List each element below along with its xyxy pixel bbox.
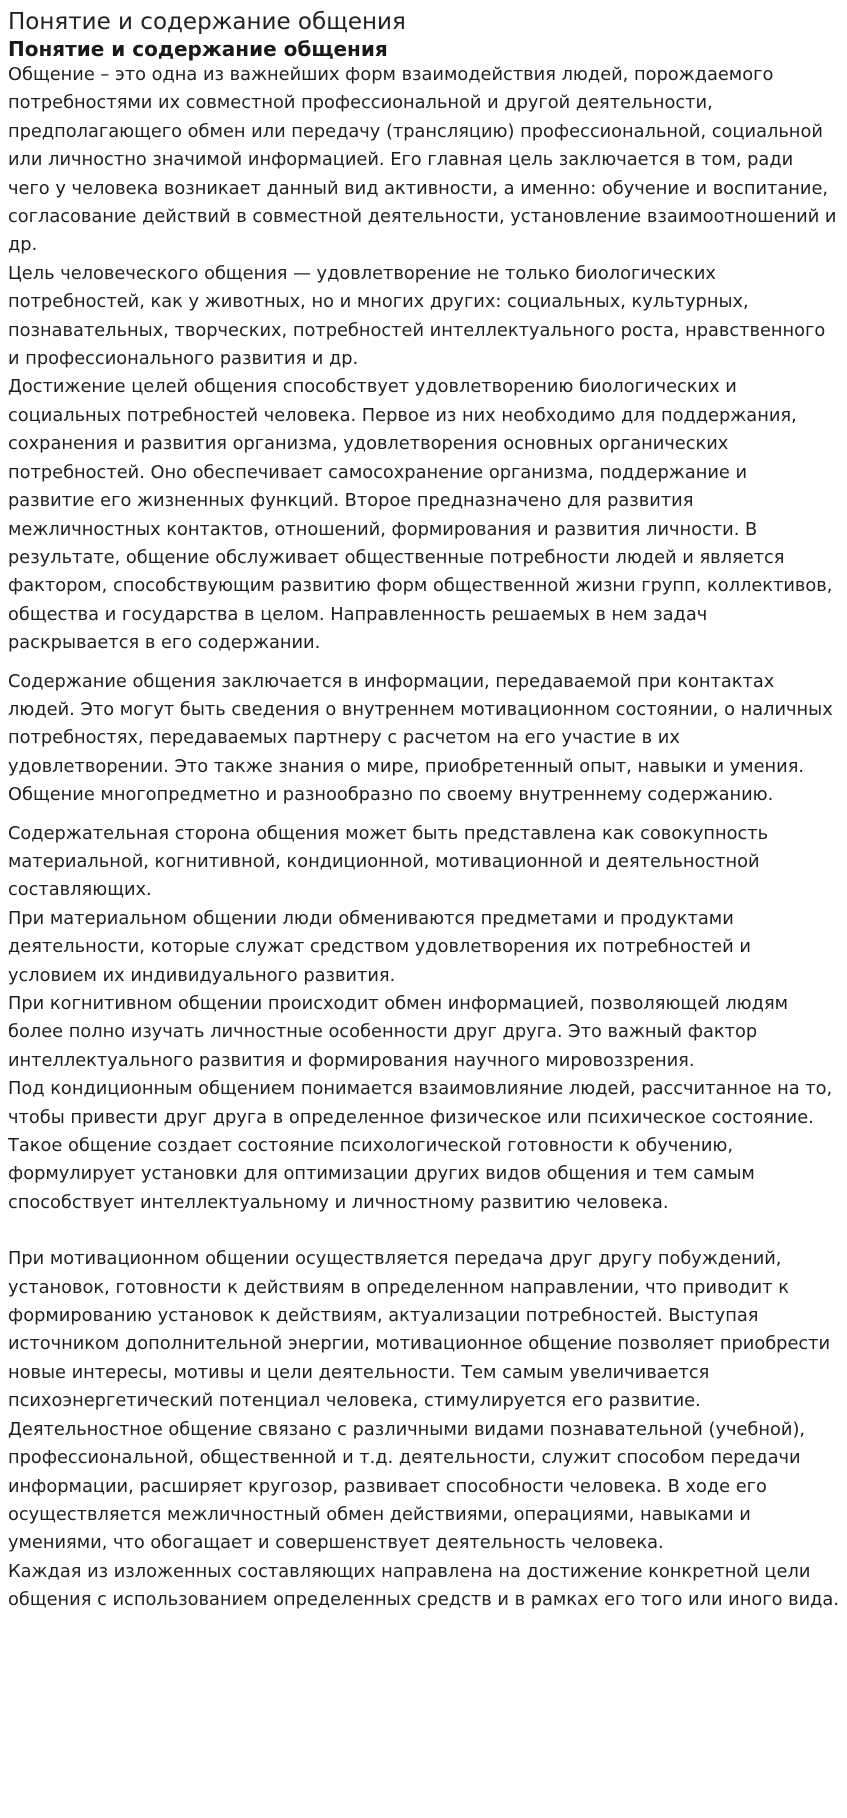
paragraph-activity: Деятельностное общение связано с различными видами познавательной (учебной), профессиональной, общественной и т.д. деятельности, служит способом передачи информации, расширяет кругозор, развивает способности человека. В ходе его осуществляется межличностный обмен действиями, операциями, навыками и умениями, что обогащает и совершенствует деятельность человека. — [8, 1418, 806, 1554]
paragraph-definition: Общение – это одна из важнейших форм взаимодействия людей, порождаемого потребностями их совместной профессиональной и другой деятельности, предполагающего обмен или передачу (трансляцию) профессиональной, социальной или личностно значимой информацией. Его главная цель заключается в том, ради чего у человека возникает данный вид активности, а именно: обучение и воспитание, согласование действий в совместной деятельности, установление взаимоотношений и др. — [8, 64, 837, 256]
paragraph-content: Содержание общения заключается в информации, передаваемой при контактах людей. Это могут быть сведения о внутреннем мотивационном состоянии, о наличных потребностях, передаваемых партнеру с расчетом на его участие в их удовлетворении. Это также знания о мире, приобретенный опыт, навыки и умения. Общение многопредметно и разнообразно по своему внутреннему содержанию. — [8, 670, 833, 806]
paragraph-material: При материальном общении люди обмениваются предметами и продуктами деятельности, которые служат средством удовлетворения их потребностей и условием их индивидуального развития. — [8, 907, 751, 986]
paragraph-motivational: При мотивационном общении осуществляется передача друг другу побуждений, установок, готовности к действиям в определенном направлении, что приводит к формированию установок к действиям, актуализации потребностей. Выступая источником дополнительной энергии, мотивационное общение позволяет приобрести новые интересы, мотивы и цели деятельности. Тем самым увеличивается психоэнергетический потенциал человека, стимулируется его развитие. — [8, 1248, 831, 1412]
article-body — [8, 61, 839, 1615]
paragraph-spacer — [8, 658, 839, 668]
paragraph-components: Содержательная сторона общения может быть представлена как совокупность материальной, когнитивной, кондиционной, мотивационной и деятельностной составляющих. — [8, 822, 769, 901]
paragraph-cognitive: При когнитивном общении происходит обмен информацией, позволяющей людям более полно изучать личностные особенности друг друга. Это важный фактор интеллектуального развития и формирования научного мировоззрения. — [8, 993, 789, 1071]
paragraph-goal: Цель человеческого общения — удовлетворение не только биологических потребностей, как у животных, но и многих других: социальных, культурных, познавательных, творческих, потребностей интеллектуального роста, нравственного и профессионального развития и др. — [8, 262, 826, 370]
paragraph-conclusion: Каждая из изложенных составляющих направлена на достижение конкретной цели общения с использованием определенных средств и в рамках его того или иного вида. — [8, 1560, 839, 1611]
page-title: Понятие и содержание общения — [8, 9, 406, 35]
paragraph-spacer — [8, 1217, 839, 1245]
paragraph-conditional: Под кондиционным общением понимается взаимовлияние людей, рассчитанное на то, чтобы привести друг друга в определенное физическое или психическое состояние. Такое общение создает состояние психологической готовности к обучению, формулирует установки для оптимизации других видов общения и тем самым способствует интеллектуальному и личностному развитию человека. — [8, 1078, 833, 1213]
article-heading: Понятие и содержание общения — [8, 37, 388, 61]
paragraph-needs: Достижение целей общения способствует удовлетворению биологических и социальных потребностей человека. Первое из них необходимо для поддержания, сохранения и развития организма, удовлетворения основных органических потребностей. Оно обеспечивает самосохранение организма, поддержание и развитие его жизненных функций. Второе предназначено для развития межличностных контактов, отношений, формирования и развития личности. В результате, общение обслуживает общественные потребности людей и является фактором, способствующим развитию форм общественной жизни групп, коллективов, общества и государства в целом. Направленность решаемых в нем задач раскрывается в его содержании. — [8, 376, 833, 654]
paragraph-spacer — [8, 810, 839, 820]
